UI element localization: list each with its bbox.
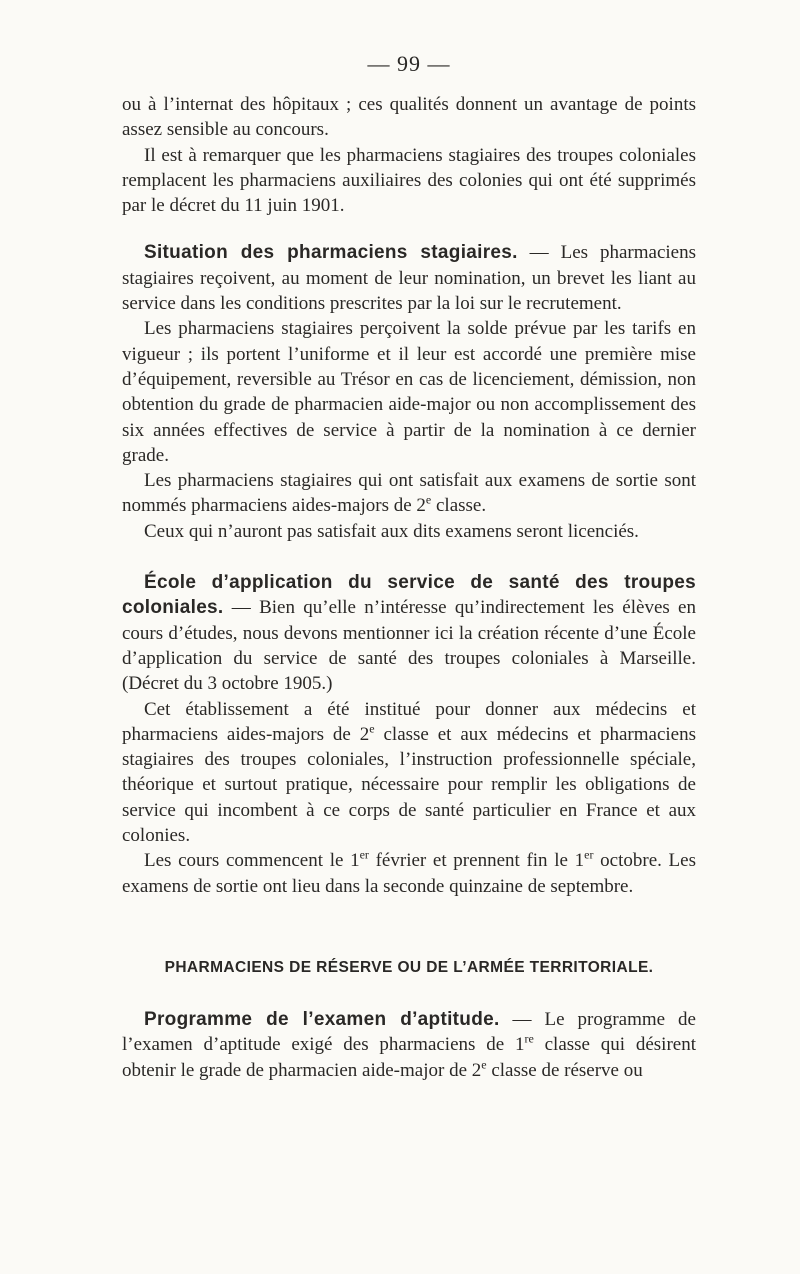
section-title-stagiaires: Situation des pharmaciens stagiaires. bbox=[144, 242, 518, 264]
paragraph-text: octobre. Les examens de sortie ont lieu dans la seconde quinzaine de septembre. bbox=[122, 850, 696, 897]
paragraph-text: Cet établissement a été institué pour donner aux médecins et pharmaciens aides-majors de 2 bbox=[122, 698, 696, 745]
paragraph-stagiaires-nomination bbox=[122, 468, 696, 519]
paragraph-stagiaires-lead bbox=[122, 240, 696, 316]
heading-reserve: PHARMACIENS DE RÉSERVE OU DE L’ARMÉE TERRITORIALE. bbox=[164, 958, 654, 976]
paragraph-text: classe de réserve ou bbox=[486, 1059, 643, 1081]
superscript: er bbox=[359, 847, 369, 862]
paragraph-ecole-cours bbox=[122, 848, 696, 899]
paragraph-text: — Bien qu’elle n’intéresse qu’indirectement les élèves en cours d’études, nous devons mentionner ici la création récente d’une École d’application du service de santé des troupes coloniales à Marseille. (Décret du 3 octobre 1905.) bbox=[122, 597, 696, 695]
superscript: e bbox=[481, 1057, 487, 1072]
section-stagiaires bbox=[122, 240, 696, 544]
paragraph-remark: Il est à remarquer que les pharmaciens stagiaires des troupes coloniales remplacent les pharmaciens auxiliaires des colonies qui ont été supprimés par le décret du 11 juin 1901. bbox=[122, 144, 696, 217]
superscript: er bbox=[584, 847, 594, 862]
paragraph-text: Les pharmaciens stagiaires qui ont satisfait aux examens de sortie sont nommés pharmaciens aides-majors de 2 bbox=[122, 470, 696, 517]
paragraph-text: février et prennent fin le 1 bbox=[368, 850, 585, 872]
superscript: e bbox=[425, 493, 432, 508]
paragraph-stagiaires-solde: Les pharmaciens stagiaires perçoivent la solde prévue par les tarifs en vigueur ; ils portent l’uniforme et il leur est accordé une première mise d’équipement, reversible au Trésor en cas de licenciement, démission, non obtention du grade de pharmacien aide-major ou non accomplissement des six années effectives de service à partir de la nomination à ce dernier grade. bbox=[122, 318, 696, 466]
paragraph-stagiaires-licencies: Ceux qui n’auront pas satisfait aux dits examens seront licenciés. bbox=[144, 520, 639, 542]
paragraph-text: Les cours commencent le 1 bbox=[144, 850, 360, 872]
paragraph-intro-continued: ou à l’internat des hôpitaux ; ces qualités donnent un avantage de points assez sensible au concours. bbox=[122, 94, 696, 141]
section-ecole bbox=[122, 570, 696, 899]
section-programme bbox=[122, 1007, 696, 1083]
paragraph-ecole-lead bbox=[122, 570, 696, 696]
superscript: re bbox=[524, 1031, 534, 1046]
paragraph-text: classe qui désirent obtenir le grade de pharmacien aide-major de 2 bbox=[122, 1034, 696, 1081]
page-number: — 99 — bbox=[367, 51, 451, 76]
paragraph-text: — Les pharmaciens stagiaires reçoivent, au moment de leur nomination, un brevet les liant au service dans les conditions prescrites par la loi sur le recrutement. bbox=[122, 242, 696, 315]
superscript: e bbox=[369, 721, 375, 736]
section-title-programme: Programme de l’examen d’aptitude. bbox=[144, 1008, 500, 1030]
paragraph-text: classe. bbox=[431, 495, 487, 517]
paragraph-programme-lead bbox=[122, 1007, 696, 1083]
paragraph-ecole-etablissement bbox=[122, 697, 696, 849]
section-title-ecole: École d’application du service de santé des troupes coloniales. bbox=[122, 572, 696, 619]
paragraph-text: classe et aux médecins et pharmaciens stagiaires des troupes coloniales, l’instruction professionnelle spéciale, théorique et surtout pratique, nécessaire pour remplir les obligations de service qui incombent à ce corps de santé particulier en France et aux colonies. bbox=[122, 723, 696, 847]
document-page bbox=[122, 50, 696, 1083]
paragraph-text: — Le programme de l’examen d’aptitude exigé des pharmaciens de 1 bbox=[122, 1008, 696, 1056]
